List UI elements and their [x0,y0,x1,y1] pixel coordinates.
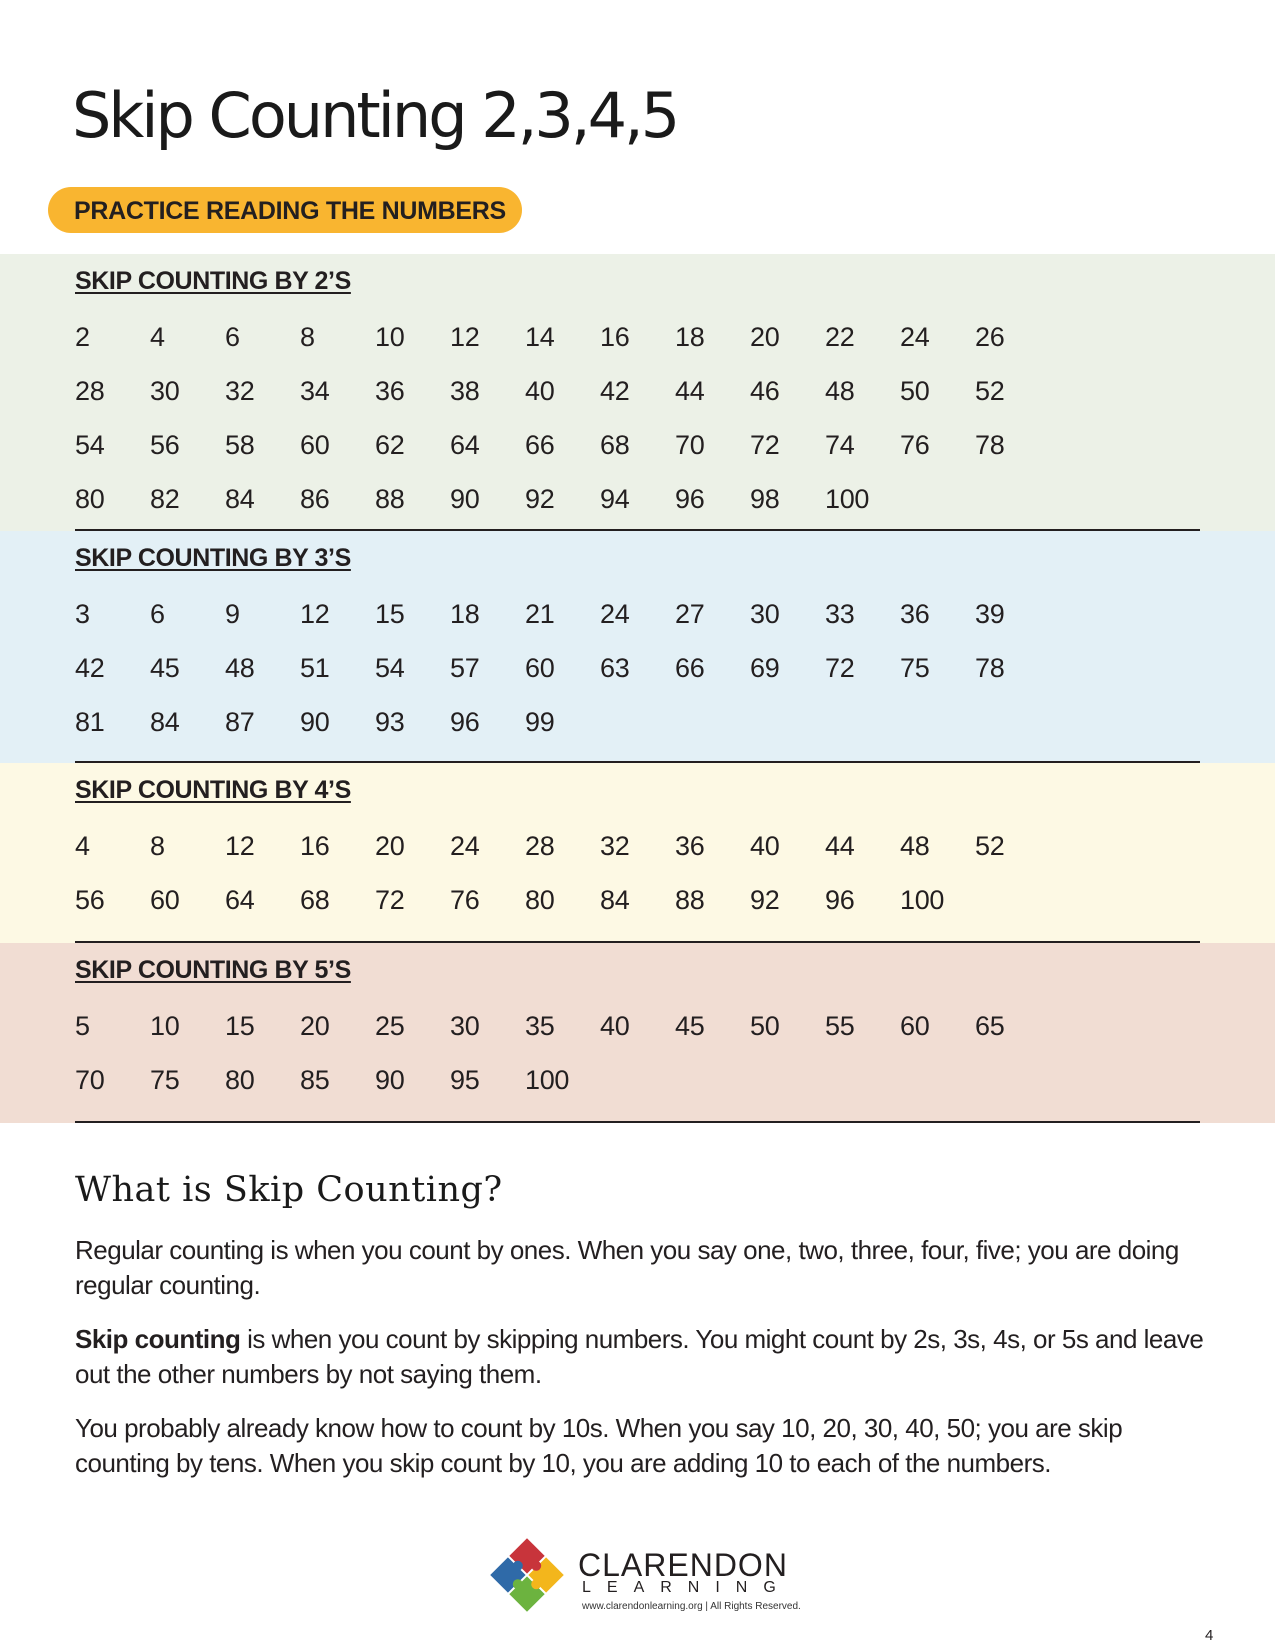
number-cell: 78 [975,430,1005,460]
section-by-4 [0,763,1275,943]
section-by-3 [0,531,1275,763]
number-cell: 12 [225,831,255,861]
number-cell: 16 [300,831,330,861]
number-cell: 10 [150,1011,180,1041]
number-cell: 96 [450,707,480,737]
number-cell: 80 [525,885,555,915]
number-cell: 86 [300,484,330,514]
number-cell: 68 [600,430,630,460]
explainer-paragraph-2 [75,1322,1205,1392]
number-cell: 66 [675,653,705,683]
number-cell: 90 [450,484,480,514]
number-grid [75,597,1050,739]
number-cell: 90 [375,1065,405,1095]
number-cell: 51 [300,653,330,683]
divider [75,761,1200,763]
divider [75,529,1200,531]
number-cell: 46 [750,376,780,406]
number-cell: 32 [225,376,255,406]
number-cell: 40 [600,1011,630,1041]
number-cell: 84 [600,885,630,915]
number-grid [75,1009,1050,1097]
number-cell: 100 [525,1065,570,1095]
number-cell: 26 [975,322,1005,352]
number-cell: 64 [450,430,480,460]
number-cell: 32 [600,831,630,861]
number-cell: 88 [375,484,405,514]
number-cell: 3 [75,599,90,629]
number-cell: 24 [450,831,480,861]
number-cell: 92 [525,484,555,514]
number-cell: 66 [525,430,555,460]
number-cell: 48 [825,376,855,406]
number-cell: 84 [225,484,255,514]
number-cell: 88 [675,885,705,915]
skip-counting-term: Skip counting [75,1324,241,1354]
logo-name: CLARENDON [578,1547,788,1583]
number-cell: 33 [825,599,855,629]
number-cell: 68 [300,885,330,915]
number-cell: 28 [75,376,105,406]
number-cell: 54 [375,653,405,683]
divider [75,941,1200,943]
number-cell: 100 [825,484,870,514]
number-cell: 98 [750,484,780,514]
number-cell: 8 [150,831,165,861]
number-cell: 18 [450,599,480,629]
number-grid [75,320,1050,516]
paragraph-text: is when you count by skipping numbers. You might count by 2s, 3s, 4s, or 5s and leave out the other numbers by not saying them. [75,1324,1204,1389]
number-cell: 60 [150,885,180,915]
number-cell: 22 [825,322,855,352]
number-cell: 70 [75,1065,105,1095]
number-cell: 44 [675,376,705,406]
number-cell: 54 [75,430,105,460]
number-cell: 40 [525,376,555,406]
number-cell: 20 [375,831,405,861]
number-cell: 50 [900,376,930,406]
number-cell: 39 [975,599,1005,629]
number-cell: 85 [300,1065,330,1095]
number-cell: 4 [150,322,165,352]
number-cell: 52 [975,831,1005,861]
number-cell: 9 [225,599,240,629]
number-grid [75,829,1050,917]
number-cell: 57 [450,653,480,683]
number-cell: 82 [150,484,180,514]
number-cell: 35 [525,1011,555,1041]
explainer-paragraph-3: You probably already know how to count by 10s. When you say 10, 20, 30, 40, 50; you are skip counting by tens. When you skip count by 10, you are adding 10 to each of the numbers. [75,1413,1123,1478]
number-cell: 56 [150,430,180,460]
number-cell: 12 [300,599,330,629]
section-title: SKIP COUNTING BY 4’S [75,776,351,804]
number-cell: 96 [825,885,855,915]
number-cell: 99 [525,707,555,737]
number-cell: 15 [225,1011,255,1041]
number-cell: 64 [225,885,255,915]
number-cell: 58 [225,430,255,460]
number-cell: 63 [600,653,630,683]
number-cell: 74 [825,430,855,460]
number-cell: 27 [675,599,705,629]
number-cell: 90 [300,707,330,737]
number-cell: 21 [525,599,555,629]
number-cell: 2 [75,322,90,352]
number-cell: 80 [225,1065,255,1095]
practice-banner: PRACTICE READING THE NUMBERS [48,187,522,233]
number-cell: 80 [75,484,105,514]
number-cell: 5 [75,1011,90,1041]
puzzle-logo-icon [487,1535,567,1615]
number-cell: 4 [75,831,90,861]
footer-url: www.clarendonlearning.org | All Rights Reserved. [582,1601,801,1612]
number-cell: 72 [375,885,405,915]
number-cell: 24 [900,322,930,352]
number-cell: 81 [75,707,105,737]
number-cell: 34 [300,376,330,406]
section-by-2 [0,254,1275,531]
number-cell: 48 [225,653,255,683]
number-cell: 24 [600,599,630,629]
number-cell: 36 [375,376,405,406]
number-cell: 42 [75,653,105,683]
number-cell: 6 [225,322,240,352]
number-cell: 95 [450,1065,480,1095]
divider [75,1121,1200,1123]
number-cell: 75 [150,1065,180,1095]
number-cell: 92 [750,885,780,915]
number-cell: 28 [525,831,555,861]
section-title: SKIP COUNTING BY 2’S [75,267,351,295]
number-cell: 38 [450,376,480,406]
number-cell: 30 [450,1011,480,1041]
number-cell: 76 [900,430,930,460]
number-cell: 30 [150,376,180,406]
section-title: SKIP COUNTING BY 5’S [75,956,351,984]
number-cell: 42 [600,376,630,406]
number-cell: 72 [750,430,780,460]
number-cell: 94 [600,484,630,514]
number-cell: 8 [300,322,315,352]
number-cell: 15 [375,599,405,629]
number-cell: 55 [825,1011,855,1041]
number-cell: 25 [375,1011,405,1041]
number-cell: 30 [750,599,780,629]
number-cell: 93 [375,707,405,737]
number-cell: 96 [675,484,705,514]
number-cell: 62 [375,430,405,460]
number-cell: 56 [75,885,105,915]
number-cell: 45 [150,653,180,683]
number-cell: 65 [975,1011,1005,1041]
number-cell: 44 [825,831,855,861]
number-cell: 60 [300,430,330,460]
section-by-5 [0,943,1275,1123]
number-cell: 36 [675,831,705,861]
number-cell: 100 [900,885,945,915]
explainer-heading: What is Skip Counting? [75,1170,503,1210]
number-cell: 78 [975,653,1005,683]
number-cell: 87 [225,707,255,737]
number-cell: 14 [525,322,555,352]
section-title: SKIP COUNTING BY 3’S [75,544,351,572]
number-cell: 6 [150,599,165,629]
number-cell: 60 [525,653,555,683]
number-cell: 48 [900,831,930,861]
number-cell: 72 [825,653,855,683]
page-number: 4 [1205,1627,1214,1644]
number-cell: 70 [675,430,705,460]
number-cell: 50 [750,1011,780,1041]
number-cell: 16 [600,322,630,352]
number-cell: 36 [900,599,930,629]
number-cell: 45 [675,1011,705,1041]
number-cell: 76 [450,885,480,915]
number-cell: 52 [975,376,1005,406]
number-cell: 40 [750,831,780,861]
number-cell: 20 [750,322,780,352]
page-title: Skip Counting 2,3,4,5 [72,79,678,152]
number-cell: 12 [450,322,480,352]
number-cell: 75 [900,653,930,683]
number-cell: 20 [300,1011,330,1041]
logo-subtitle: LEARNING [582,1579,792,1596]
number-cell: 18 [675,322,705,352]
number-cell: 69 [750,653,780,683]
number-cell: 84 [150,707,180,737]
number-cell: 60 [900,1011,930,1041]
number-cell: 10 [375,322,405,352]
explainer-paragraph-1: Regular counting is when you count by ones. When you say one, two, three, four, five; you are doing regular counting. [75,1235,1179,1300]
